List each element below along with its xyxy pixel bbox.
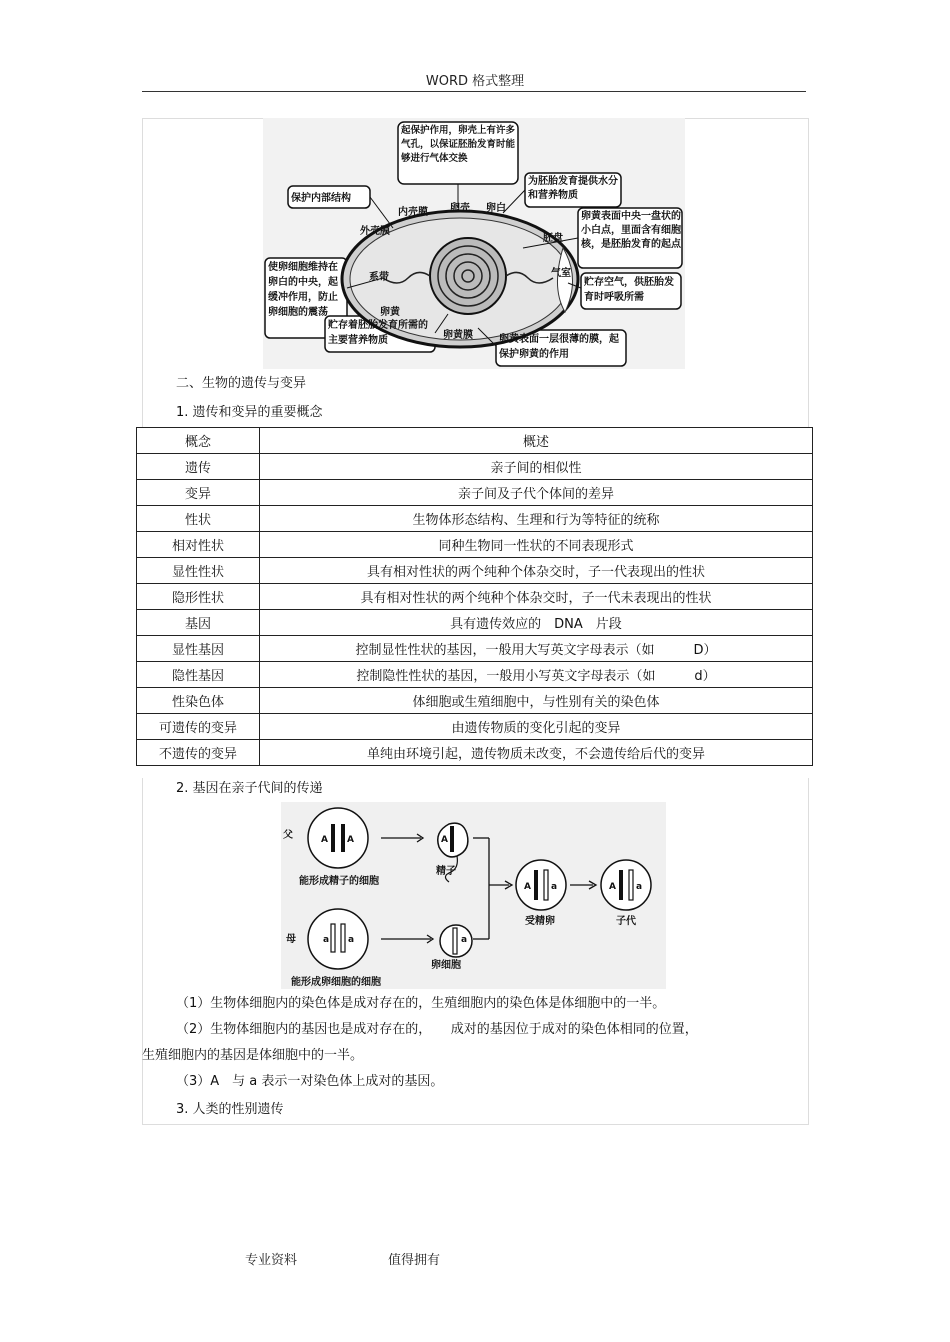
description-cell: 具有遗传效应的 DNA 片段	[260, 610, 813, 636]
point-2-continued: 生殖细胞内的基因是体细胞中的一半。	[142, 1048, 364, 1063]
concept-cell: 基因	[137, 610, 260, 636]
header-divider	[142, 91, 806, 92]
table-row	[137, 532, 813, 558]
gene-A-label: A	[321, 835, 328, 845]
chalaza-label: 系带	[369, 272, 389, 283]
sperm-cell-label: 能形成精子的细胞	[299, 876, 379, 887]
egg-cell-producer-label: 能形成卵细胞的细胞	[291, 977, 381, 988]
yolk-membrane-label: 卵黄膜	[443, 330, 473, 341]
concepts-table	[136, 427, 813, 766]
subheading-gene-transfer: 2. 基因在亲子代间的传递	[176, 781, 323, 796]
description-cell: 控制隐性性状的基因，一般用小写英文字母表示（如 d）	[260, 662, 813, 688]
gene-transmission-diagram	[281, 802, 666, 989]
yolk-label: 卵黄	[380, 307, 400, 318]
air-cell-label: 气室	[551, 268, 571, 279]
concept-cell: 相对性状	[137, 532, 260, 558]
footer-left: 专业资料	[245, 1253, 298, 1268]
table-row	[137, 610, 813, 636]
membrane-callout: 保护内部结构	[291, 193, 351, 204]
table-header-cell: 概述	[260, 428, 813, 454]
description-cell: 亲子间的相似性	[260, 454, 813, 480]
table-header-row	[137, 428, 813, 454]
disc-callout: 卵黄表面中央一盘状的小白点，里面含有细胞核，是胚胎发育的起点	[581, 211, 681, 250]
description-cell: 体细胞或生殖细胞中，与性别有关的染色体	[260, 688, 813, 714]
concept-cell: 性状	[137, 506, 260, 532]
table-header-cell: 概念	[137, 428, 260, 454]
air-callout: 贮存空气，供胚胎发育时呼吸所需	[584, 277, 674, 303]
egg-yolk	[430, 238, 506, 314]
table-row	[137, 636, 813, 662]
embryo-disc-label: 胚盘	[543, 233, 563, 244]
table-row	[137, 506, 813, 532]
white-callout: 为胚胎发育提供水分和营养物质	[528, 176, 618, 201]
table-row	[137, 662, 813, 688]
point-3: （3）A 与 a 表示一对染色体上成对的基因。	[176, 1074, 444, 1089]
description-cell: 控制显性性状的基因，一般用大写英文字母表示（如 D）	[260, 636, 813, 662]
table-row	[137, 740, 813, 766]
gene-a-label: a	[461, 935, 468, 945]
point-2: （2）生物体细胞内的基因也是成对存在的， 成对的基因位于成对的染色体相同的位置，	[176, 1022, 698, 1037]
concept-cell: 显性基因	[137, 636, 260, 662]
gene-a-label: a	[636, 882, 643, 892]
concept-cell: 遗传	[137, 454, 260, 480]
gene-A-label: A	[347, 835, 354, 845]
egg-cell-label: 卵细胞	[431, 960, 461, 971]
description-cell: 单纯由环境引起，遗传物质未改变，不会遗传给后代的变异	[260, 740, 813, 766]
gene-a-label: a	[323, 935, 330, 945]
concept-cell: 显性性状	[137, 558, 260, 584]
offspring-label: 子代	[616, 916, 636, 927]
concept-cell: 隐性基因	[137, 662, 260, 688]
table-row	[137, 688, 813, 714]
description-cell: 由遗传物质的变化引起的变异	[260, 714, 813, 740]
concept-cell: 可遗传的变异	[137, 714, 260, 740]
concept-cell: 不遗传的变异	[137, 740, 260, 766]
subheading-concepts: 1. 遗传和变异的重要概念	[176, 405, 323, 420]
gene-A-label: A	[609, 882, 616, 892]
chalaza-callout: 使卵细胞维持在卵白的中央，起缓冲作用，防止卵细胞的震荡	[268, 262, 338, 318]
mother-label: 母	[286, 934, 296, 945]
point-1: （1）生物体细胞内的染色体是成对存在的，生殖细胞内的染色体是体细胞中的一半。	[176, 996, 666, 1011]
father-label: 父	[283, 830, 293, 841]
concept-cell: 隐形性状	[137, 584, 260, 610]
table-row	[137, 558, 813, 584]
sperm-label: 精子	[436, 866, 456, 877]
description-cell: 亲子间及子代个体间的差异	[260, 480, 813, 506]
yolk-membrane-callout: 卵黄表面一层很薄的膜，起保护卵黄的作用	[499, 334, 619, 360]
table-row	[137, 714, 813, 740]
concept-cell: 性染色体	[137, 688, 260, 714]
outer-membrane-label: 外壳膜	[360, 226, 390, 237]
section-heading: 二、生物的遗传与变异	[176, 376, 307, 391]
gene-a-label: a	[551, 882, 558, 892]
white-label: 卵白	[486, 203, 506, 214]
table-row	[137, 480, 813, 506]
page-header: WORD 格式整理	[425, 74, 525, 89]
description-cell: 具有相对性状的两个纯种个体杂交时，子一代未表现出的性状	[260, 584, 813, 610]
gene-A-label: A	[441, 835, 448, 845]
fertilized-egg-label: 受精卵	[525, 916, 555, 927]
concept-cell: 变异	[137, 480, 260, 506]
egg-structure-diagram	[263, 118, 685, 369]
gene-a-label: a	[348, 935, 355, 945]
gene-A-label: A	[524, 882, 531, 892]
description-cell: 生物体形态结构、生理和行为等特征的统称	[260, 506, 813, 532]
subheading-sex-inheritance: 3. 人类的性别遗传	[176, 1102, 284, 1117]
table-row	[137, 584, 813, 610]
shell-callout: 起保护作用，卵壳上有许多气孔，以保证胚胎发育时能够进行气体交换	[401, 125, 516, 164]
description-cell: 具有相对性状的两个纯种个体杂交时，子一代表现出的性状	[260, 558, 813, 584]
shell-label: 卵壳	[450, 203, 470, 214]
inner-membrane-label: 内壳膜	[398, 207, 428, 218]
description-cell: 同种生物同一性状的不同表现形式	[260, 532, 813, 558]
table-row	[137, 454, 813, 480]
footer-right: 值得拥有	[388, 1253, 441, 1268]
yolk-callout: 贮存着胚胎发育所需的主要营养物质	[328, 320, 428, 346]
